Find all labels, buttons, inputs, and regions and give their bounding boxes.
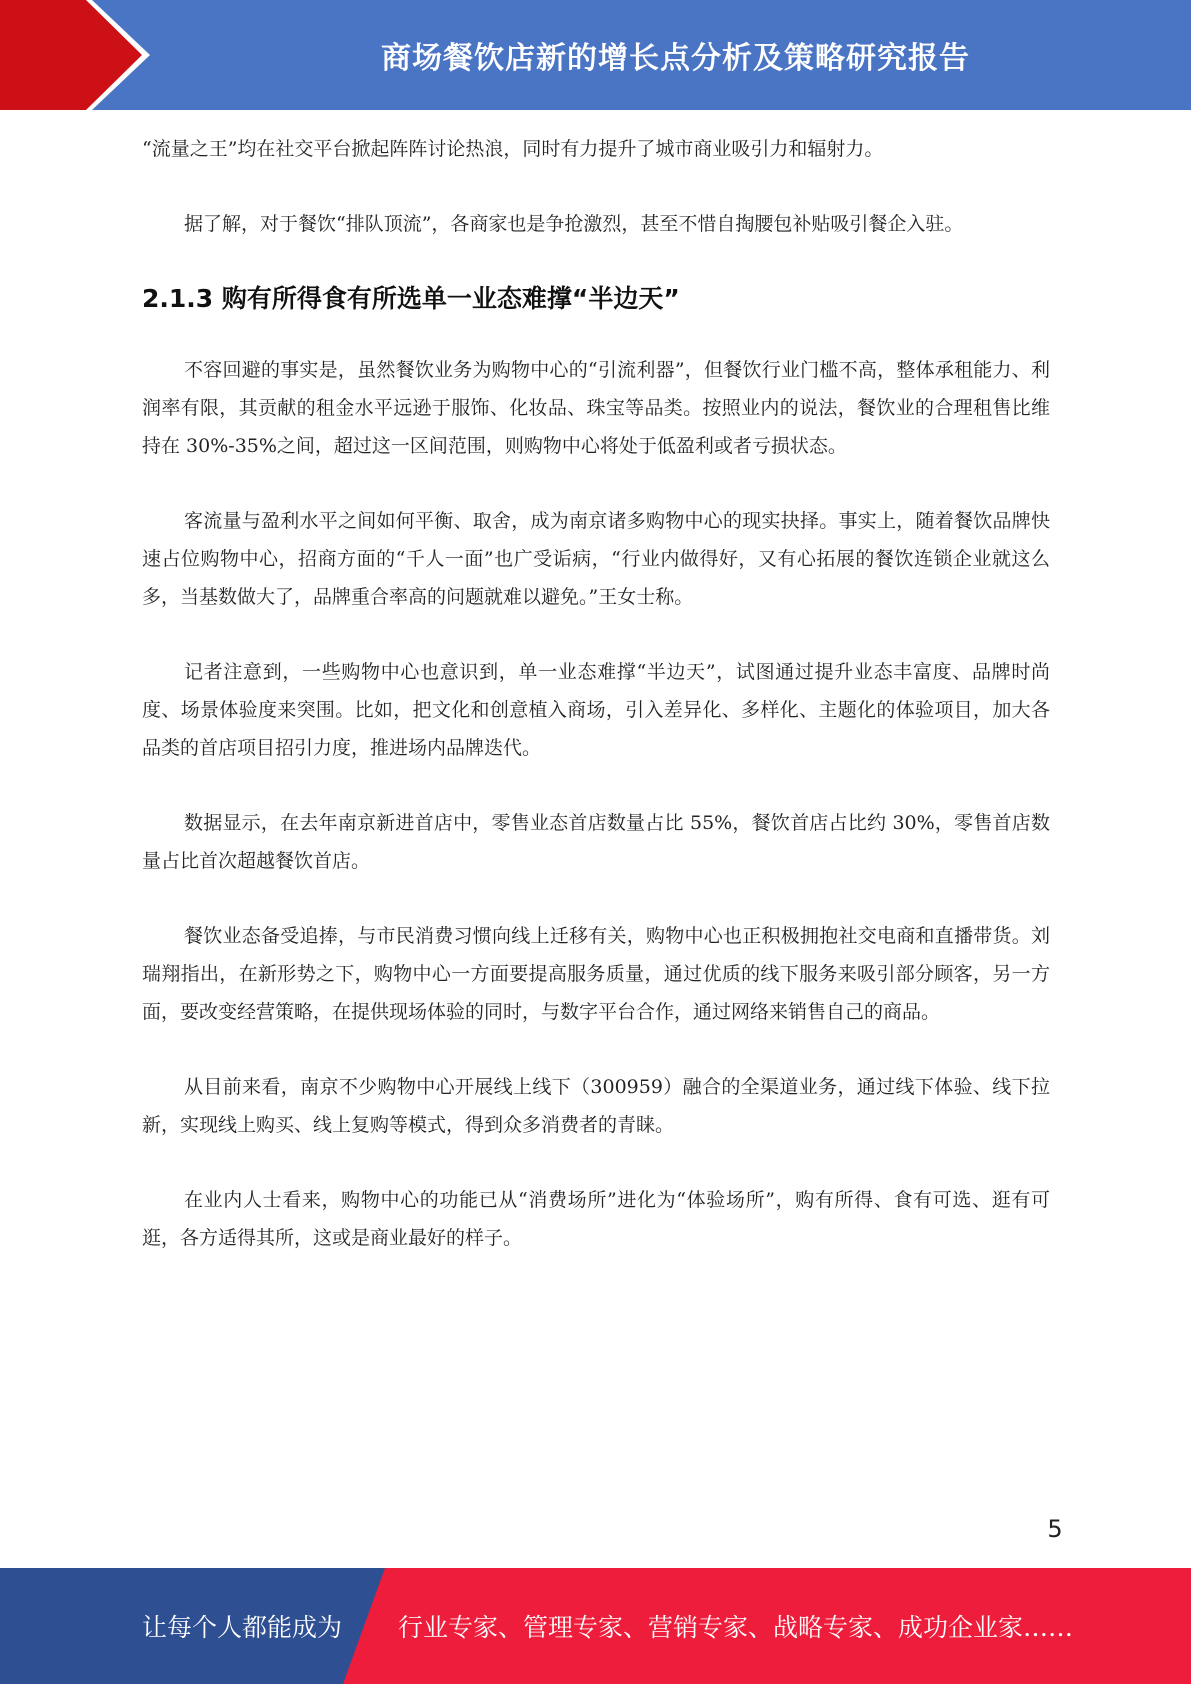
paragraph: 据了解，对于餐饮“排队顶流”，各商家也是争抢激烈，甚至不惜自掏腰包补贴吸引餐企入驻。 — [184, 213, 964, 235]
paragraph: 从目前来看，南京不少购物中心开展线上线下（300959）融合的全渠道业务，通过线下体验、线下拉新，实现线上购买、线上复购等模式，得到众多消费者的青睐。 — [142, 1076, 1050, 1136]
paragraph: 在业内人士看来，购物中心的功能已从“消费场所”进化为“体验场所”，购有所得、食有可选、逛有可逛，各方适得其所，这或是商业最好的样子。 — [142, 1189, 1050, 1249]
paragraph: 客流量与盈利水平之间如何平衡、取舍，成为南京诸多购物中心的现实抉择。事实上，随着餐饮品牌快速占位购物中心，招商方面的“千人一面”也广受诟病，“行业内做得好，又有心拓展的餐饮连锁企业就这么多，当基数做大了，品牌重合率高的问题就难以避免。”王女士称。 — [142, 510, 1050, 608]
paragraph: 餐饮业态备受追捧，与市民消费习惯向线上迁移有关，购物中心也正积极拥抱社交电商和直播带货。刘瑞翔指出，在新形势之下，购物中心一方面要提高服务质量，通过优质的线下服务来吸引部分顾客，另一方面，要改变经营策略，在提供现场体验的同时，与数字平台合作，通过网络来销售自己的商品。 — [142, 925, 1050, 1023]
section-heading: 2.1.3 购有所得食有所选单一业态难撑“半边天” — [142, 284, 680, 313]
page-header — [0, 0, 1191, 110]
footer-slogan: 让每个人都能成为 — [142, 1613, 343, 1642]
paragraph: 记者注意到，一些购物中心也意识到，单一业态难撑“半边天”，试图通过提升业态丰富度、品牌时尚度、场景体验度来突围。比如，把文化和创意植入商场，引入差异化、多样化、主题化的体验项目，加大各品类的首店项目招引力度，推进场内品牌迭代。 — [142, 661, 1050, 759]
paragraph: “流量之王”均在社交平台掀起阵阵讨论热浪，同时有力提升了城市商业吸引力和辐射力。 — [142, 138, 884, 160]
paragraph: 数据显示，在去年南京新进首店中，零售业态首店数量占比 55%，餐饮首店占比约 30%，零售首店数量占比首次超越餐饮首店。 — [142, 812, 1050, 872]
footer-roles: 行业专家、管理专家、营销专家、战略专家、成功企业家…… — [398, 1613, 1074, 1642]
report-title: 商场餐饮店新的增长点分析及策略研究报告 — [381, 41, 970, 76]
page-number: 5 — [1047, 1515, 1063, 1543]
document-body — [142, 130, 1050, 1257]
page-footer — [0, 1568, 1191, 1684]
header-arrow-icon — [0, 0, 150, 110]
paragraph: 不容回避的事实是，虽然餐饮业务为购物中心的“引流利器”，但餐饮行业门槛不高，整体承租能力、利润率有限，其贡献的租金水平远逊于服饰、化妆品、珠宝等品类。按照业内的说法，餐饮业的合理租售比维持在 30%-35%之间，超过这一区间范围，则购物中心将处于低盈利或者亏损状态。 — [142, 359, 1050, 457]
